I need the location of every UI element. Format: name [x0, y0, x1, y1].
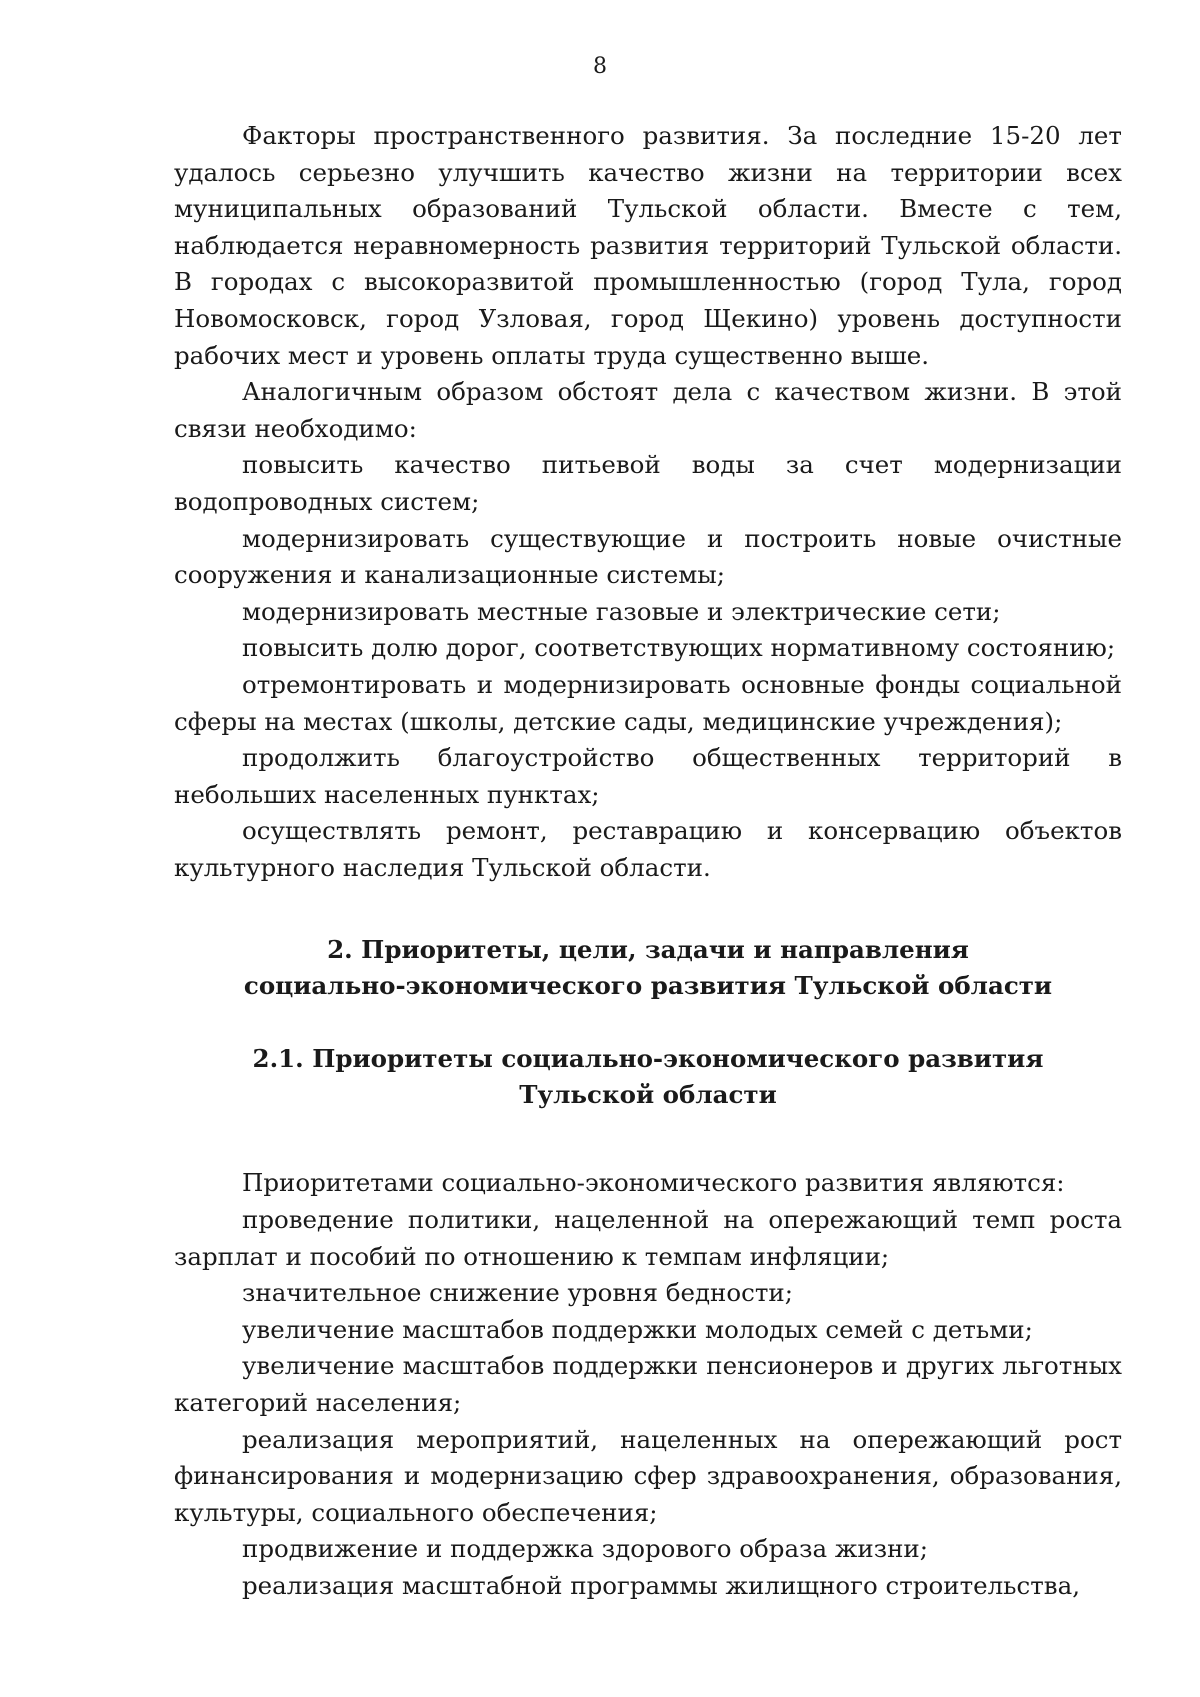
list-item-housing-program: реализация масштабной программы жилищного строительства, [242, 1571, 1080, 1600]
paragraph-quality-of-life: Аналогичным образом обстоят дела с качеством жизни. В этой связи необходимо: [174, 377, 1122, 443]
list-item-social-spheres-funding: реализация мероприятий, нацеленных на опережающий рост финансирования и модернизацию сфер здравоохранения, образования, культуры, социального обеспечения; [174, 1424, 1122, 1527]
paragraph-spatial-factors: Факторы пространственного развития. За последние 15-20 лет удалось серьезно улучшить качество жизни на территории всех муниципальных образований Тульской области. Вместе с тем, наблюдается неравномерность развития территорий Тульской области. В городах с высокоразвитой промышленностью (город Тула, город Новомосковск, город Узловая, город Щекино) уровень доступности рабочих мест и уровень оплаты труда существенно выше. [174, 121, 1122, 370]
list-item-drinking-water: повысить качество питьевой воды за счет модернизации водопроводных систем; [174, 450, 1122, 516]
section-2-heading [174, 932, 1122, 1004]
section-2-heading-line-2: социально-экономического развития Тульской области [243, 971, 1053, 1001]
list-item-poverty-reduction: значительное снижение уровня бедности; [242, 1278, 793, 1308]
section-2-heading-line-1: 2. Приоритеты, цели, задачи и направления [327, 935, 969, 965]
list-item-wages-policy: проведение политики, нацеленной на опережающий темп роста зарплат и пособий по отношению к темпам инфляции; [174, 1205, 1122, 1271]
list-item-gas-electric-networks: модернизировать местные газовые и электрические сети; [242, 596, 1001, 626]
list-item-roads: повысить долю дорог, соответствующих нормативному состоянию; [242, 633, 1116, 663]
section-2-1-heading-line-1: 2.1. Приоритеты социально-экономического развития [252, 1044, 1044, 1074]
list-item-social-facilities: отремонтировать и модернизировать основные фонды социальной сферы на местах (школы, детские сады, медицинские учреждения); [174, 669, 1122, 736]
list-item-pensioners: увеличение масштабов поддержки пенсионеров и других льготных категорий населения; [174, 1351, 1122, 1418]
list-item-public-spaces: продолжить благоустройство общественных территорий в небольших населенных пунктах; [174, 743, 1122, 809]
section-2-1-heading-line-2: Тульской области [519, 1080, 777, 1110]
list-item-cultural-heritage: осуществлять ремонт, реставрацию и консервацию объектов культурного наследия Тульской области. [174, 816, 1122, 882]
section-2-1-heading [174, 1041, 1122, 1113]
list-item-treatment-facilities: модернизировать существующие и построить новые очистные сооружения и канализационные системы; [174, 523, 1122, 590]
paragraph-priorities-intro: Приоритетами социально-экономического развития являются: [242, 1168, 1065, 1198]
page-number: 8 [593, 54, 607, 79]
list-item-young-families: увеличение масштабов поддержки молодых семей с детьми; [242, 1314, 1033, 1344]
document-body [174, 118, 1122, 1605]
list-item-healthy-lifestyle: продвижение и поддержка здорового образа жизни; [242, 1534, 928, 1564]
